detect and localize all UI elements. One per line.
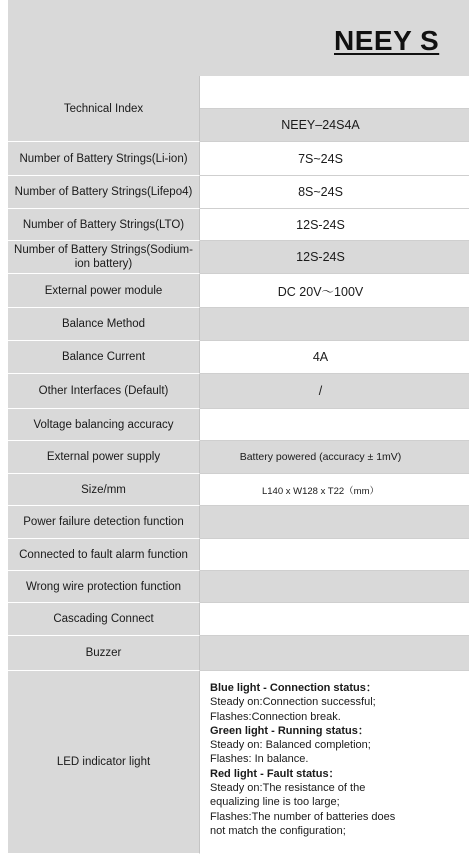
table-row-technical-index <box>8 76 469 142</box>
table-row <box>8 176 469 209</box>
table-row <box>8 308 469 341</box>
row-value: 12S-24S <box>200 209 469 241</box>
row-value: Battery powered (accuracy ± 1mV) <box>200 441 469 474</box>
row-label: Voltage balancing accuracy <box>8 409 200 441</box>
row-label: Connected to fault alarm function <box>8 539 200 571</box>
row-label: Number of Battery Strings(LTO) <box>8 209 200 241</box>
table-row-led <box>8 671 469 854</box>
row-label: Balance Method <box>8 308 200 341</box>
row-value <box>200 506 469 539</box>
table-row <box>8 341 469 374</box>
table-row <box>8 374 469 409</box>
table-row <box>8 603 469 636</box>
table-row <box>8 409 469 441</box>
row-value <box>200 539 469 571</box>
row-value: L140 x W128 x T22（mm） <box>200 474 469 506</box>
led-description <box>200 671 469 854</box>
red-light-line: Flashes:The number of batteries does <box>210 810 396 823</box>
table-row <box>8 571 469 603</box>
row-value: 8S~24S <box>200 176 469 209</box>
row-label: External power supply <box>8 441 200 474</box>
green-light-line: Steady on: Balanced completion; <box>210 739 371 752</box>
row-value: 7S~24S <box>200 142 469 176</box>
row-label: Technical Index <box>8 76 200 142</box>
table-row <box>8 506 469 539</box>
row-value <box>200 603 469 636</box>
row-label: Cascading Connect <box>8 603 200 636</box>
table-row <box>8 441 469 474</box>
document-header <box>8 0 469 76</box>
row-label: Number of Battery Strings(Li-ion) <box>8 142 200 176</box>
row-value <box>200 409 469 441</box>
row-value <box>200 571 469 603</box>
table-row <box>8 474 469 506</box>
green-light-heading: Green light - Running status： <box>210 724 369 737</box>
blue-light-line: Steady on:Connection successful; <box>210 696 376 709</box>
model-name: NEEY–24S4A <box>200 109 469 142</box>
row-label: Number of Battery Strings(Sodium-ion battery) <box>8 241 200 274</box>
row-value <box>200 636 469 671</box>
row-label: Buzzer <box>8 636 200 671</box>
table-row <box>8 274 469 308</box>
row-value: / <box>200 374 469 409</box>
row-value: 4A <box>200 341 469 374</box>
table-row <box>8 142 469 176</box>
row-label: External power module <box>8 274 200 308</box>
table-row <box>8 241 469 274</box>
page-title: NEEY S <box>334 25 440 56</box>
row-label: Wrong wire protection function <box>8 571 200 603</box>
row-label: Other Interfaces (Default) <box>8 374 200 409</box>
red-light-line: not match the configuration; <box>210 824 346 837</box>
row-value: 12S-24S <box>200 241 469 274</box>
row-label: Number of Battery Strings(Lifepo4) <box>8 176 200 209</box>
row-value <box>200 308 469 341</box>
red-light-line: Steady on:The resistance of the <box>210 782 366 795</box>
table-row <box>8 209 469 241</box>
red-light-heading: Red light - Fault status： <box>210 767 340 780</box>
row-label: Balance Current <box>8 341 200 374</box>
row-label: Size/mm <box>8 474 200 506</box>
row-label: LED indicator light <box>8 671 200 854</box>
blue-light-line: Flashes:Connection break. <box>210 710 341 723</box>
table-row <box>8 636 469 671</box>
row-value: DC 20V～100V <box>200 274 469 308</box>
red-light-line: equalizing line is too large; <box>210 796 340 809</box>
green-light-line: Flashes: In balance. <box>210 753 309 766</box>
table-row <box>8 539 469 571</box>
blue-light-heading: Blue light - Connection status： <box>210 682 377 694</box>
model-header-blank <box>200 76 469 109</box>
row-label: Power failure detection function <box>8 506 200 539</box>
